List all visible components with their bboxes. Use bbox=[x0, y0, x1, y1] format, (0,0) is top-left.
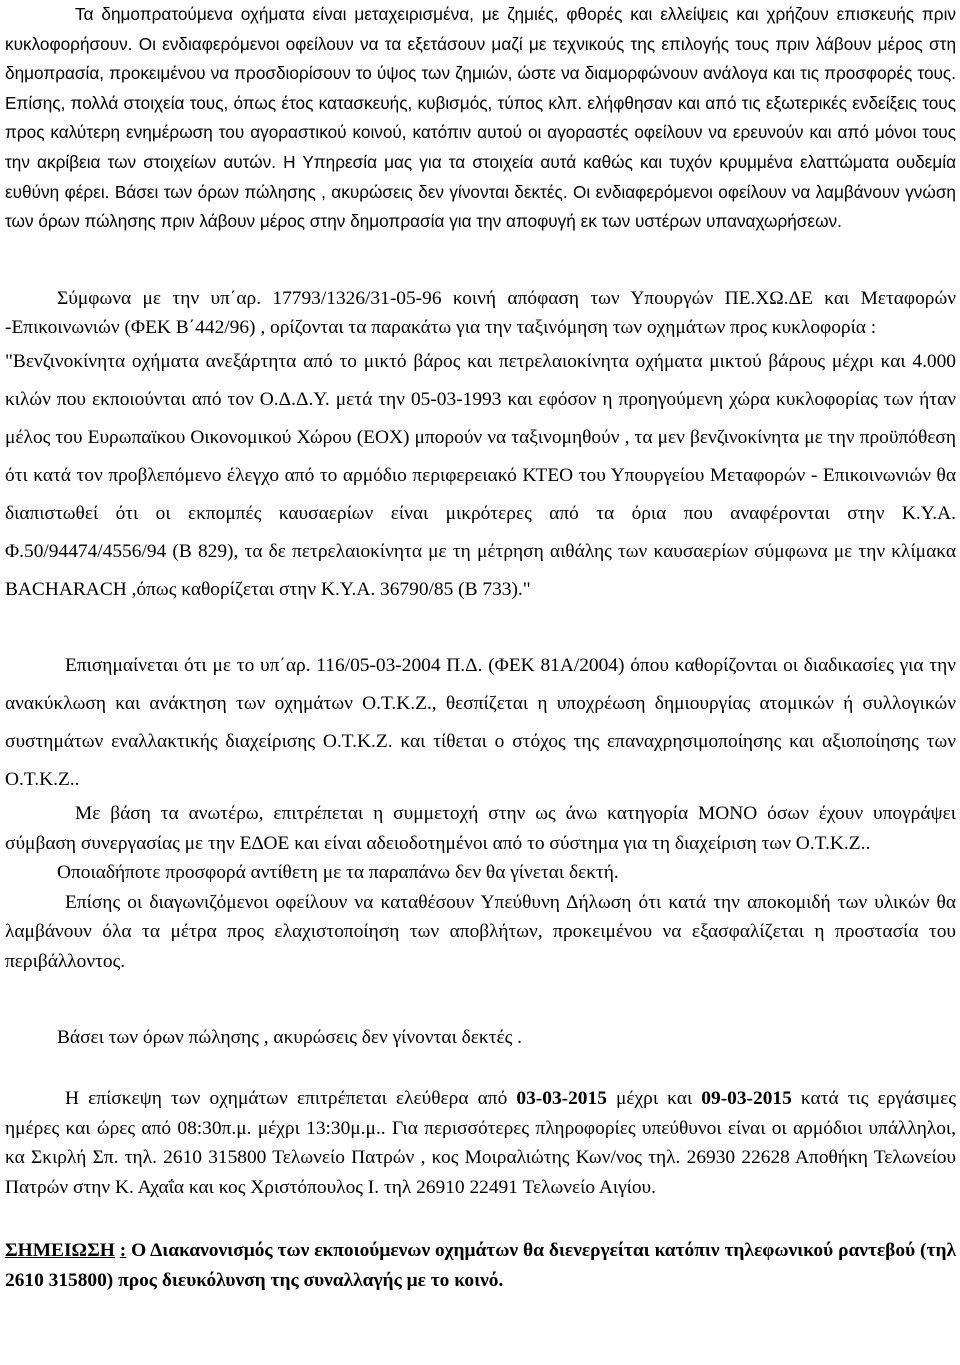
otkz-paragraph-2: Με βάση τα ανωτέρω, επιτρέπεται η συμμετοχή στην ως άνω κατηγορία ΜΟΝΟ όσων έχουν υπογράψει σύμβαση συνεργασίας με την ΕΔΟΕ και είναι αδειοδοτημένοι από το σύστημα για τη διαχείριση των Ο.Τ.Κ.Ζ.. bbox=[5, 802, 956, 854]
visit-date-from: 03-03-2015 bbox=[516, 1088, 607, 1110]
note-text: Ο Διακανονισμός των εκποιούμενων οχημάτων θα διενεργείται κατόπιν τηλεφωνικού ραντεβού (τηλ 2610 315800) προς διευκόλυνση της συναλλαγής με το κοινό. bbox=[5, 1240, 956, 1292]
intro-sentence-5: Βάσει των όρων πώλησης , ακυρώσεις δεν γίνονται δεκτές. bbox=[109, 181, 568, 202]
spacer bbox=[5, 1202, 956, 1236]
spacer bbox=[5, 977, 956, 1023]
intro-sentence-6: Οι ενδιαφερόμενοι οφείλουν να λαμβάνουν γνώση των όρων πώλησης πριν λάβουν μέρος στην δημοπρασία για την αποφυγή εκ των υστέρων υπαναχωρήσεων. bbox=[5, 181, 956, 232]
otkz-paragraph-3: Οποιαδήποτε προσφορά αντίθετη με τα παραπάνω δεν θα γίνεται δεκτή. bbox=[57, 862, 619, 884]
note-label: ΣΗΜΕΙΩΣΗ bbox=[5, 1240, 115, 1262]
spacer bbox=[5, 609, 956, 647]
regulation-quote: "Βενζινοκίνητα οχήματα ανεξάρτητα από το μικτό βάρος και πετρελαιοκίνητα οχήματα μικτού βάρους μέχρι και 4.000 κιλών που εκποιούνται από τον Ο.Δ.Δ.Υ. μετά την 05-03-1993 και εφόσον η προηγούμενη χώρα κυκλοφορίας των ήταν μέλος του Ευρωπαϊκου Οικονομικού Χώρου (ΕΟΧ) μπορούν να ταξινομηθούν , τα μεν βενζινοκίνητα με την προϋπόθεση ότι κατά τον προβλεπόμενο έλεγχο από το αρμόδιο περιφερειακό ΚΤΕΟ του Υπουργείου Μεταφορών - Επικοινωνιών θα διαπιστωθεί ότι οι εκπομπές καυσαερίων είναι μικρότερες από τα όρια που αναφέρονται στην Κ.Υ.Α. Φ.50/94474/4556/94 (Β 829), τα δε πετρελαιοκίνητα με τη μέτρηση αιθάλης των καυσαερίων σύμφωνα με την κλίμακα BACHARACH ,όπως καθορίζεται στην Κ.Υ.Α. 36790/85 (Β 733)." bbox=[5, 350, 956, 600]
visit-text-post: κατά τις εργάσιμες ημέρες και ώρες από 08:30π.μ. μέχρι 13:30μ.μ.. Για περισσότερες πληροφορίες υπεύθυνοι είναι οι αρμόδιοι υπάλληλοι, κα Σκιρλή Σπ. τηλ. 2610 315800 Τελωνείο Πατρών , κος Μοιραλιώτης Κων/νος τηλ. 26930 22628 Αποθήκη Τελωνείου Πατρών στην Κ. Αχαΐα και κος Χριστόπουλος Ι. τηλ 26910 22491 Τελωνείο Αιγίου. bbox=[5, 1088, 956, 1198]
regulation-paragraph: Σύμφωνα με την υπ΄αρ. 17793/1326/31-05-96 κοινή απόφαση των Υπουργών ΠΕ.ΧΩ.ΔΕ και Μεταφορών -Επικοινωνιών (ΦΕΚ Β΄442/96) , ορίζονται τα παρακάτω για την ταξινόμηση των οχημάτων προς κυκλοφορία : bbox=[5, 287, 956, 339]
visit-paragraph bbox=[5, 1084, 956, 1202]
visit-text-pre: Η επίσκεψη των οχημάτων επιτρέπεται ελεύθερα από bbox=[65, 1088, 517, 1110]
intro-paragraph bbox=[5, 0, 956, 237]
intro-sentence-4: Η Υπηρεσία μας για τα στοιχεία αυτά καθώς και τυχόν κρυμμένα ελαττώματα ουδεμία ευθύνη φέρει. bbox=[5, 151, 957, 202]
note-paragraph bbox=[5, 1236, 956, 1295]
otkz-paragraph-4: Επίσης οι διαγωνιζόμενοι οφείλουν να καταθέσουν Υπεύθυνη Δήλωση ότι κατά την αποκομιδή των υλικών θα λαμβάνουν όλα τα μέτρα προς ελαχιστοποίηση των αποβλήτων, προκειμένου να εξασφαλίζεται η προστασία του περιβάλλοντος. bbox=[5, 891, 956, 972]
spacer bbox=[5, 237, 956, 284]
otkz-paragraph-1: Επισημαίνεται ότι με το υπ΄αρ. 116/05-03-2004 Π.Δ. (ΦΕΚ 81Α/2004) όπου καθορίζονται οι διαδικασίες για την ανακύκλωση και ανάκτηση των οχημάτων Ο.Τ.Κ.Ζ., θεσπίζεται η υποχρέωση δημιουργίας ατομικών ή συλλογικών συστημάτων εναλλακτικής διαχείρισης Ο.Τ.Κ.Ζ. και τίθεται ο στόχος της επαναχρησιμοποίησης και αξιοποίησης των Ο.Τ.Κ.Ζ.. bbox=[5, 654, 956, 790]
spacer bbox=[5, 1052, 956, 1084]
visit-date-to: 09-03-2015 bbox=[701, 1088, 792, 1110]
visit-text-mid: μέχρι και bbox=[606, 1088, 702, 1110]
intro-sentence-2: Οι ενδιαφερόμενοι οφείλουν να τα εξετάσουν μαζί με τεχνικούς της επιλογής τους πριν λάβουν μέρος στη δημοπρασία, προκειμένου να προσδιορίσουν το ύψος των ζημιών, ώστε να διαμορφώνουν ανάλογα και τις προσφορές τους. bbox=[5, 33, 956, 84]
note-colon: : bbox=[119, 1240, 127, 1262]
terms-paragraph: Βάσει των όρων πώλησης , ακυρώσεις δεν γίνονται δεκτές . bbox=[57, 1026, 523, 1048]
intro-sentence-3: Επίσης, πολλά στοιχεία τους, όπως έτος κατασκευής, κυβισμός, τύπος κλπ. ελήφθησαν και από τις εξωτερικές ενδείξεις τους προς καλύτερη ενημέρωση του αγοραστικού κοινού, κατόπιν αυτού οι αγοραστές οφείλουν να ερευνούν και από μόνοι τους την ακρίβεια των στοιχείων αυτών. bbox=[5, 92, 956, 172]
intro-sentence-1: Τα δημοπρατούμενα οχήματα είναι μεταχειρισμένα, με ζημιές, φθορές και ελλείψεις και χρήζουν επισκευής πριν κυκλοφορήσουν. bbox=[5, 4, 956, 54]
